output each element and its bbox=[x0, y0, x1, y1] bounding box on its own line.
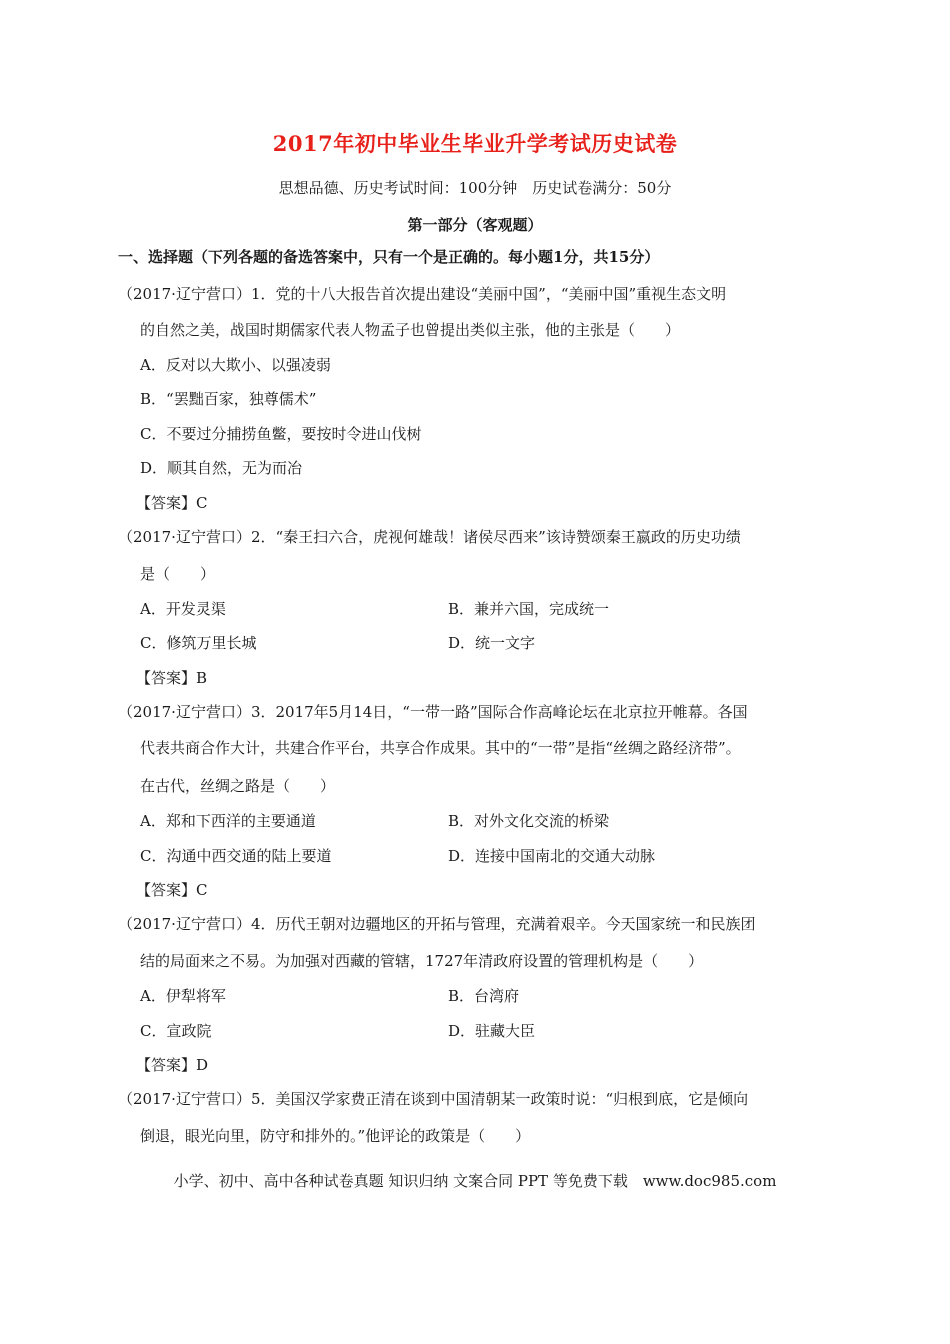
question-3-line-1: （2017·辽宁营口）3．2017年5月14日，“一带一路”国际合作高峰论坛在北京拉开帷幕。各国 bbox=[118, 703, 748, 721]
question-2-answer: 【答案】B bbox=[136, 669, 208, 687]
question-4-line-1: （2017·辽宁营口）4．历代王朝对边疆地区的开拓与管理，充满着艰辛。今天国家统一和民族团 bbox=[118, 915, 756, 933]
question-2-line-1: （2017·辽宁营口）2．“秦王扫六合，虎视何雄哉！诸侯尽西来”该诗赞颂秦王嬴政的历史功绩 bbox=[118, 528, 741, 546]
question-4-line-2: 结的局面来之不易。为加强对西藏的管辖，1727年清政府设置的管理机构是（ ） bbox=[140, 952, 704, 970]
question-3-option-c: C．沟通中西交通的陆上要道 bbox=[140, 847, 332, 865]
question-1-option-c: C．不要过分捕捞鱼鳖，要按时令进山伐树 bbox=[140, 425, 422, 443]
question-3-line-2: 代表共商合作大计，共建合作平台，共享合作成果。其中的“一带”是指“丝绸之路经济带”。 bbox=[140, 739, 741, 757]
question-2-option-a: A．开发灵渠 bbox=[140, 600, 226, 618]
question-4-option-a: A．伊犁将军 bbox=[140, 987, 226, 1005]
question-5-line-1: （2017·辽宁营口）5．美国汉学家费正清在谈到中国清朝某一政策时说：“归根到底，它是倾向 bbox=[118, 1090, 749, 1108]
question-2-option-b: B．兼并六国，完成统一 bbox=[448, 600, 610, 618]
question-1-option-a: A．反对以大欺小、以强凌弱 bbox=[140, 356, 331, 374]
question-1-answer: 【答案】C bbox=[136, 494, 208, 512]
question-4-option-b: B．台湾府 bbox=[448, 987, 520, 1005]
question-3-option-a: A．郑和下西洋的主要通道 bbox=[140, 812, 316, 830]
exam-info: 思想品德、历史考试时间：100分钟 历史试卷满分：50分 bbox=[278, 179, 672, 197]
question-1-option-b: B．“罢黜百家，独尊儒术” bbox=[140, 390, 317, 408]
question-3-answer: 【答案】C bbox=[136, 881, 208, 899]
question-4-option-d: D．驻藏大臣 bbox=[448, 1022, 536, 1040]
question-2-option-d: D．统一文字 bbox=[448, 634, 536, 652]
question-4-option-c: C．宣政院 bbox=[140, 1022, 212, 1040]
part-heading: 第一部分（客观题） bbox=[407, 216, 543, 234]
section-heading: 一、选择题（下列各题的备选答案中，只有一个是正确的。每小题1分，共15分） bbox=[118, 248, 660, 266]
question-2-line-2: 是（ ） bbox=[140, 565, 216, 583]
question-1-option-d: D．顺其自然，无为而冶 bbox=[140, 459, 303, 477]
question-4-answer: 【答案】D bbox=[136, 1056, 209, 1074]
question-1-line-1: （2017·辽宁营口）1．党的十八大报告首次提出建设“美丽中国”，“美丽中国”重视生态文明 bbox=[118, 285, 727, 303]
question-3-line-3: 在古代，丝绸之路是（ ） bbox=[140, 777, 336, 795]
page-footer: 小学、初中、高中各种试卷真题 知识归纳 文案合同 PPT 等免费下载 www.doc985.com bbox=[173, 1172, 777, 1190]
question-2-option-c: C．修筑万里长城 bbox=[140, 634, 257, 652]
exam-title: 2017年初中毕业生毕业升学考试历史试卷 bbox=[272, 131, 678, 156]
question-3-option-d: D．连接中国南北的交通大动脉 bbox=[448, 847, 656, 865]
question-5-line-2: 倒退，眼光向里，防守和排外的。”他评论的政策是（ ） bbox=[140, 1127, 531, 1145]
question-3-option-b: B．对外文化交流的桥梁 bbox=[448, 812, 610, 830]
question-1-line-2: 的自然之美，战国时期儒家代表人物孟子也曾提出类似主张，他的主张是（ ） bbox=[140, 321, 681, 339]
